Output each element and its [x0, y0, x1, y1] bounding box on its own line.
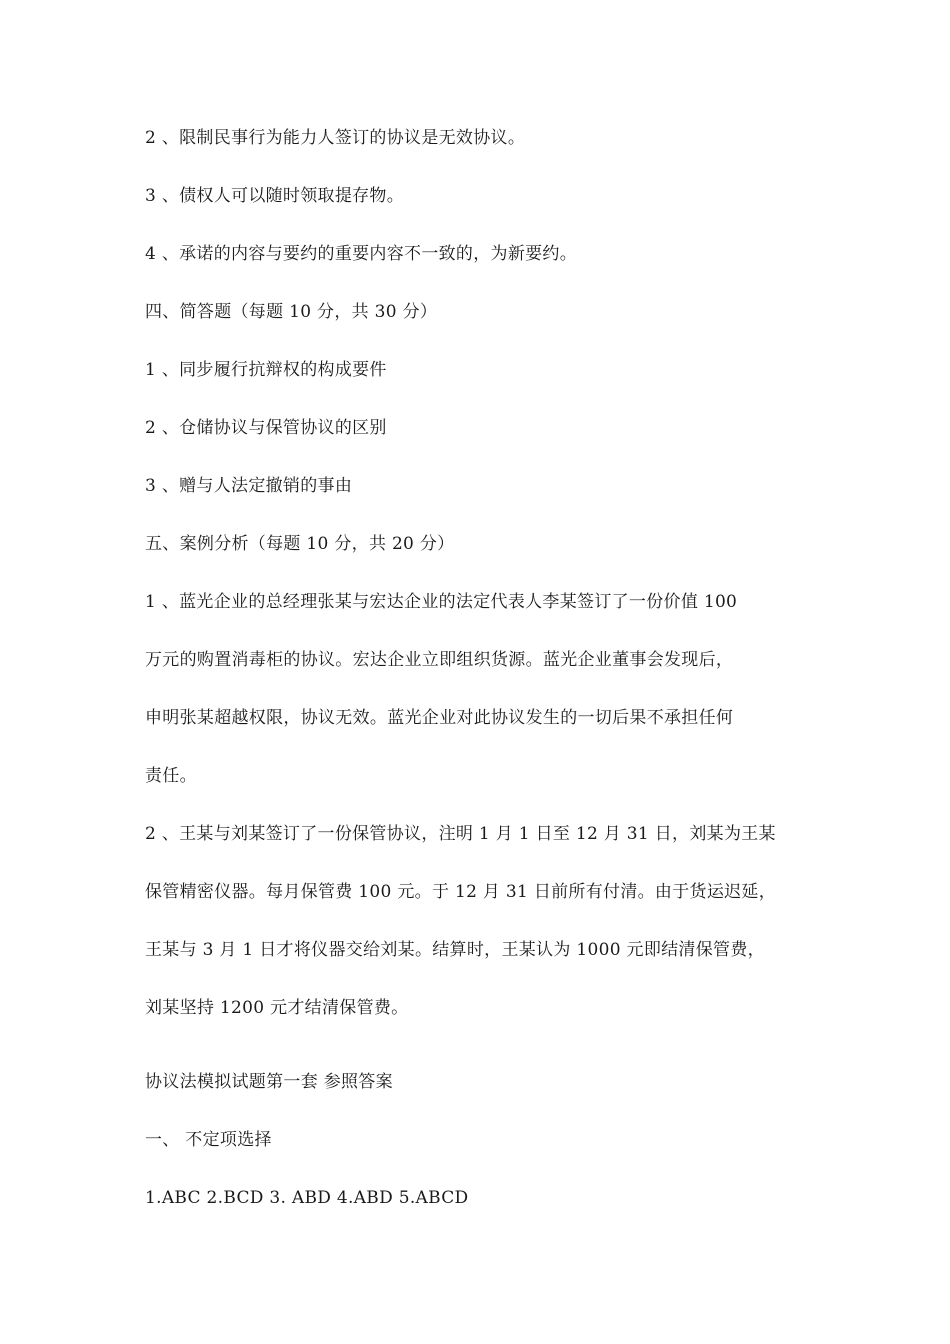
answer-list: 1.ABC 2.BCD 3. ABD 4.ABD 5.ABCD [145, 1188, 469, 1208]
question-short-answer-2: 2 、仓储协议与保管协议的区别 [145, 418, 387, 438]
case-1-line-2: 万元的购置消毒柜的协议。宏达企业立即组织货源。蓝光企业董事会发现后， [145, 650, 734, 670]
case-2-line-3: 王某与 3 月 1 日才将仪器交给刘某。结算时，王某认为 1000 元即结清保管费， [145, 940, 765, 960]
question-judgment-3: 3 、债权人可以随时领取提存物。 [145, 186, 405, 206]
case-1-line-1: 1 、蓝光企业的总经理张某与宏达企业的法定代表人李某签订了一份价值 100 [145, 592, 738, 612]
case-2-line-2: 保管精密仪器。每月保管费 100 元。于 12 月 31 日前所有付清。由于货运迟延， [145, 882, 777, 902]
section-heading-short-answer: 四、简答题（每题 10 分，共 30 分） [145, 302, 438, 322]
case-2-line-4: 刘某坚持 1200 元才结清保管费。 [145, 998, 409, 1018]
question-judgment-2: 2 、限制民事行为能力人签订的协议是无效协议。 [145, 128, 526, 148]
case-1-line-4: 责任。 [145, 766, 197, 786]
question-judgment-4: 4 、承诺的内容与要约的重要内容不一致的，为新要约。 [145, 244, 578, 264]
case-2-line-1: 2 、王某与刘某签订了一份保管协议，注明 1 月 1 日至 12 月 31 日，刘某为王某 [145, 824, 776, 844]
question-short-answer-3: 3 、赠与人法定撤销的事由 [145, 476, 353, 496]
question-short-answer-1: 1 、同步履行抗辩权的构成要件 [145, 360, 387, 380]
answer-section-heading: 一、 不定项选择 [145, 1130, 272, 1150]
answer-key-title: 协议法模拟试题第一套 参照答案 [145, 1072, 393, 1092]
section-heading-case-analysis: 五、案例分析（每题 10 分，共 20 分） [145, 534, 455, 554]
case-1-line-3: 申明张某超越权限，协议无效。蓝光企业对此协议发生的一切后果不承担任何 [145, 708, 734, 728]
